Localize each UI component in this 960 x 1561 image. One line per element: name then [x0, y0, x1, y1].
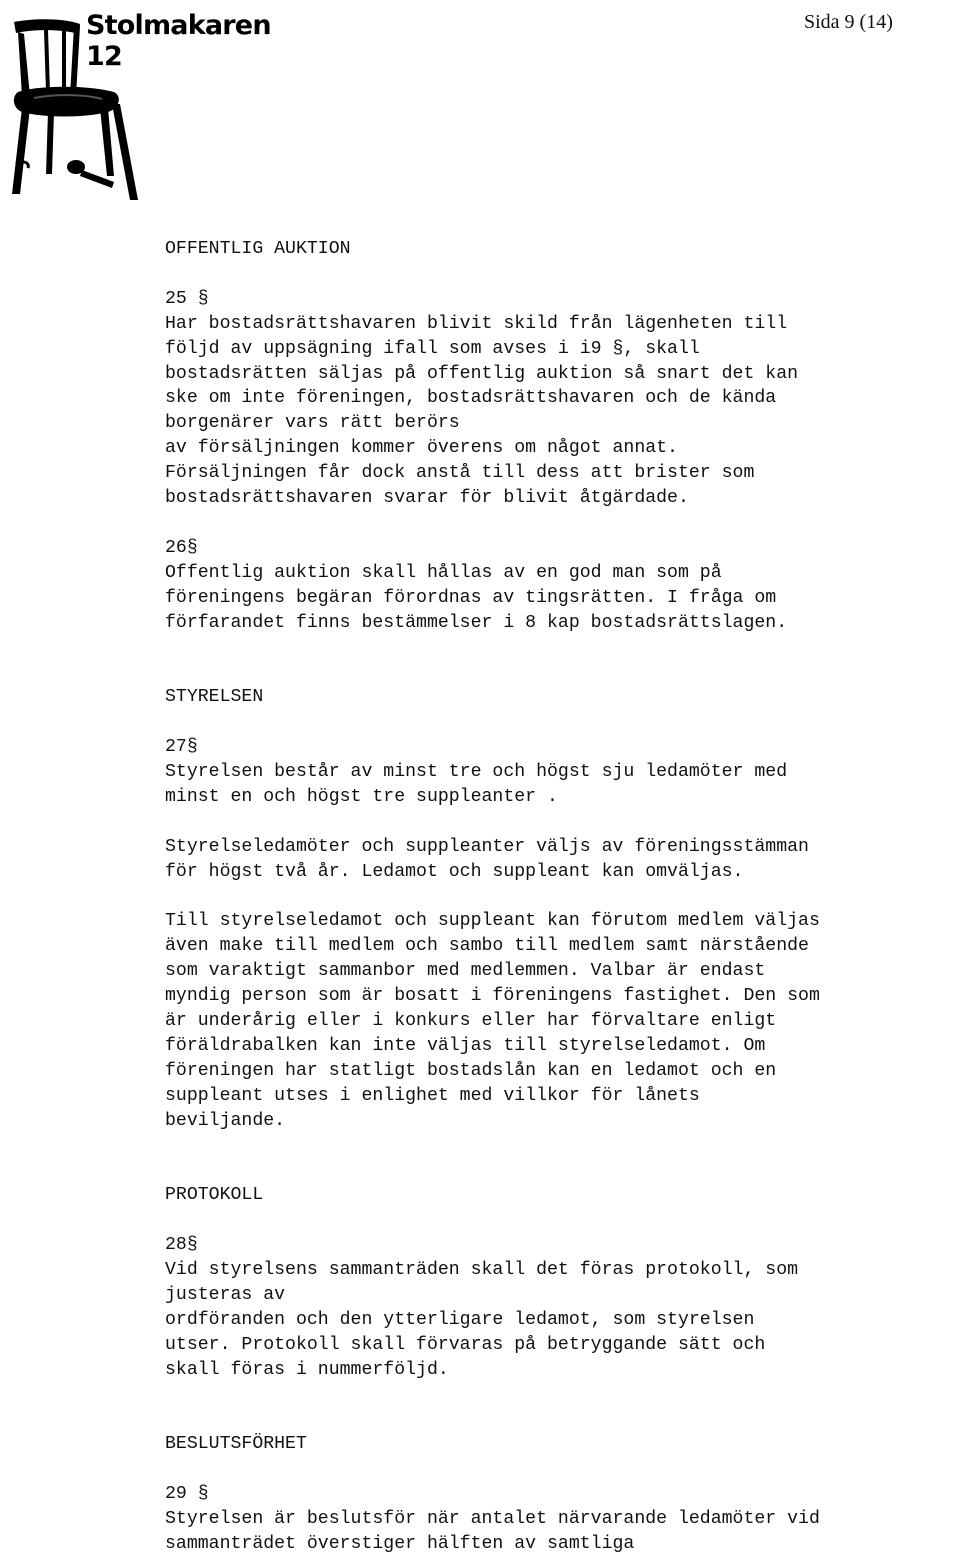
text-line: föreningens begäran förordnas av tingsrätten. I fråga om [165, 587, 777, 608]
text-line: är underårig eller i konkurs eller har förvaltare enligt [165, 1011, 777, 1031]
text-line: beviljande. [165, 1110, 286, 1131]
text-line: bostadsrätten säljas på offentlig auktion så snart det kan [165, 363, 799, 384]
text-line: suppleant utses i enlighet med villkor för lånets [165, 1085, 700, 1106]
text-line: myndig person som är bosatt i föreningens fastighet. Den som [165, 986, 820, 1007]
logo-text: Stolmakaren 12 [86, 10, 271, 72]
section-heading: PROTOKOLL [165, 1185, 264, 1206]
text-line: Till styrelseledamot och suppleant kan förutom medlem väljas [165, 911, 820, 932]
document-body [165, 237, 955, 1557]
text-line: föreningen har statligt bostadslån kan en ledamot och en [165, 1060, 777, 1081]
page-indicator: Sida 9 (14) [804, 11, 893, 33]
text-line: Har bostadsrättshavaren blivit skild från lägenheten till [165, 313, 788, 334]
text-line: Styrelsen är beslutsför när antalet närvarande ledamöter vid [165, 1509, 820, 1530]
text-line: skall föras i nummerföljd. [165, 1359, 449, 1380]
text-line: Styrelsen består av minst tre och högst sju ledamöter med [165, 761, 788, 782]
paragraph-number: 29 § [165, 1484, 209, 1505]
text-line: Offentlig auktion skall hållas av en god man som på [165, 562, 722, 583]
text-line: Försäljningen får dock anstå till dess att brister som [165, 463, 755, 484]
text-line: som varaktigt sammanbor med medlemmen. Valbar är endast [165, 961, 766, 982]
text-line: följd av uppsägning ifall som avses i i9 §, skall [165, 338, 700, 359]
text-line: Vid styrelsens sammanträden skall det föras protokoll, som [165, 1260, 799, 1281]
text-line: även make till medlem och sambo till medlem samt närstående [165, 936, 809, 957]
text-line: justeras av [165, 1284, 286, 1305]
paragraph-number: 27§ [165, 737, 198, 758]
section-heading: BESLUTSFÖRHET [165, 1434, 307, 1455]
logo [4, 4, 304, 204]
text-line: ske om inte föreningen, bostadsrättshavaren och de kända [165, 388, 777, 409]
text-line: för högst två år. Ledamot och suppleant kan omväljas. [165, 861, 744, 882]
section-heading: OFFENTLIG AUKTION [165, 239, 351, 259]
text-line: förfarandet finns bestämmelser i 8 kap bostadsrättslagen. [165, 612, 788, 633]
text-line: borgenärer vars rätt berörs [165, 413, 460, 434]
section-heading: STYRELSEN [165, 687, 264, 708]
text-line: bostadsrättshavaren svarar för blivit åtgärdade. [165, 488, 689, 509]
paragraph-number: 26§ [165, 537, 198, 558]
text-line: utser. Protokoll skall förvaras på betryggande sätt och [165, 1334, 766, 1355]
paragraph-number: 25 § [165, 288, 209, 309]
text-line: Styrelseledamöter och suppleanter väljs av föreningsstämman [165, 836, 809, 857]
paragraph-number: 28§ [165, 1235, 198, 1256]
text-line: föräldrabalken kan inte väljas till styrelseledamot. Om [165, 1035, 766, 1056]
text-line: ordföranden och den ytterligare ledamot, som styrelsen [165, 1309, 755, 1330]
text-line: av försäljningen kommer överens om något annat. [165, 438, 678, 459]
text-line: sammanträdet överstiger hälften av samtliga [165, 1533, 635, 1554]
text-line: minst en och högst tre suppleanter . [165, 786, 558, 807]
